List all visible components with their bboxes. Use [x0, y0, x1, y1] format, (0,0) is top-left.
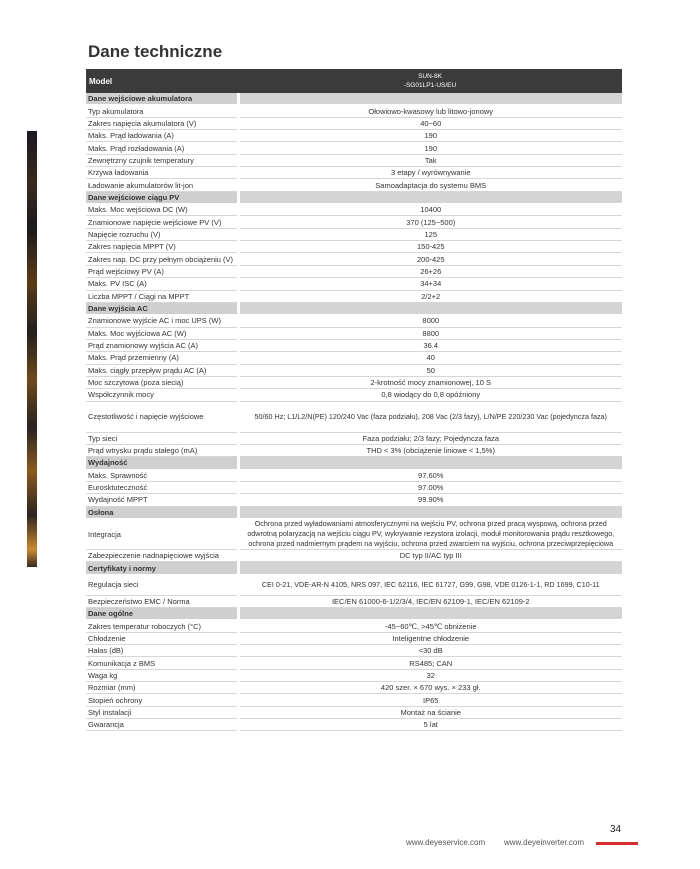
page-number-accent-bar	[596, 842, 638, 845]
table-row	[86, 657, 622, 669]
section-spacer	[238, 191, 622, 203]
section-header-row	[86, 562, 622, 574]
spec-value: 0,8 wiodący do 0,8 opóźniony	[238, 389, 622, 401]
spec-label: Prąd wejściowy PV (A)	[86, 265, 238, 277]
table-row	[86, 315, 622, 327]
section-header-row	[86, 302, 622, 314]
section-header-row	[86, 608, 622, 620]
spec-label: Maks. Sprawność	[86, 469, 238, 481]
table-row	[86, 401, 622, 432]
table-row	[86, 574, 622, 595]
spec-value: 5 lat	[238, 719, 622, 731]
spec-value: 97.00%	[238, 481, 622, 493]
spec-value: 50	[238, 364, 622, 376]
spec-value: THD < 3% (obciążenie liniowe < 1,5%)	[238, 444, 622, 456]
table-row	[86, 278, 622, 290]
spec-label: Znamionowe napięcie wejściowe PV (V)	[86, 216, 238, 228]
table-row	[86, 550, 622, 562]
spec-label: Maks. ciągły przepływ prądu AC (A)	[86, 364, 238, 376]
spec-value: 370 (125~500)	[238, 216, 622, 228]
spec-value: 420 szer. × 670 wys. × 233 gł.	[238, 682, 622, 694]
spec-value: 2/2+2	[238, 290, 622, 302]
spec-table	[86, 69, 622, 731]
spec-value: IEC/EN 61000-6-1/2/3/4, IEC/EN 62109-1, IEC/EN 62109-2	[238, 595, 622, 607]
spec-label: Bezpieczeństwo EMC / Norma	[86, 595, 238, 607]
spec-label: Gwarancja	[86, 719, 238, 731]
table-row	[86, 327, 622, 339]
spec-value: 40~60	[238, 117, 622, 129]
spec-label: Chłodzenie	[86, 632, 238, 644]
table-row	[86, 142, 622, 154]
spec-value: CEI 0-21, VDE-AR-N 4105, NRS 097, IEC 62116, IEC 61727, G99, G98, VDE 0126-1-1, RD 1699, C10-11	[238, 574, 622, 595]
section-spacer	[238, 506, 622, 518]
section-header-row	[86, 93, 622, 105]
side-decorative-photo	[27, 131, 37, 567]
model-name-line-1: SUN-8K	[418, 73, 442, 80]
table-row	[86, 130, 622, 142]
spec-label: Hałas (dB)	[86, 645, 238, 657]
table-row	[86, 645, 622, 657]
table-row	[86, 290, 622, 302]
section-spacer	[238, 457, 622, 469]
section-title: Dane wejściowe ciągu PV	[86, 191, 238, 203]
spec-value: 36.4	[238, 339, 622, 351]
table-row	[86, 241, 622, 253]
table-row	[86, 253, 622, 265]
spec-value: 200-425	[238, 253, 622, 265]
table-row	[86, 632, 622, 644]
spec-label: Zewnętrzny czujnik temperatury	[86, 154, 238, 166]
section-title: Dane wyjścia AC	[86, 302, 238, 314]
spec-label: Zakres napięcia akumulatora (V)	[86, 117, 238, 129]
spec-label: Zakres napięcia MPPT (V)	[86, 241, 238, 253]
spec-label: Waga kg	[86, 669, 238, 681]
spec-label: Częstotliwość i napięcie wyjściowe	[86, 401, 238, 432]
spec-value: 2-krotność mocy znamionowej, 10 S	[238, 376, 622, 388]
table-row	[86, 494, 622, 506]
spec-value: 97.60%	[238, 469, 622, 481]
section-title: Osłona	[86, 506, 238, 518]
table-row	[86, 117, 622, 129]
spec-value: <30 dB	[238, 645, 622, 657]
spec-value: 32	[238, 669, 622, 681]
table-row	[86, 228, 622, 240]
spec-label: Ładowanie akumulatorów lit-jon	[86, 179, 238, 191]
table-row	[86, 204, 622, 216]
spec-value: DC typ II/AC typ III	[238, 550, 622, 562]
spec-label: Wydajność MPPT	[86, 494, 238, 506]
spec-label: Rozmiar (mm)	[86, 682, 238, 694]
table-row	[86, 719, 622, 731]
spec-value: Inteligentne chłodzenie	[238, 632, 622, 644]
spec-value: 99.90%	[238, 494, 622, 506]
spec-value: 3 etapy / wyrównywanie	[238, 167, 622, 179]
table-row	[86, 339, 622, 351]
spec-value: 150-425	[238, 241, 622, 253]
spec-value: Faza podziału; 2/3 fazy; Pojedyncza faza	[238, 432, 622, 444]
spec-label: Zabezpieczenie nadnapięciowe wyjścia	[86, 550, 238, 562]
table-row	[86, 481, 622, 493]
model-name-line-2: -SG01LP1-US/EU	[403, 82, 457, 89]
section-spacer	[238, 608, 622, 620]
spec-label: Stopień ochrony	[86, 694, 238, 706]
table-row	[86, 669, 622, 681]
spec-value: 40	[238, 352, 622, 364]
table-row	[86, 376, 622, 388]
table-header-row	[86, 69, 622, 93]
spec-label: Komunikacja z BMS	[86, 657, 238, 669]
spec-value: RS485; CAN	[238, 657, 622, 669]
spec-label: Krzywa ładowania	[86, 167, 238, 179]
footer-link-inverter[interactable]: www.deyeinverter.com	[504, 838, 585, 847]
model-header-label: Model	[86, 69, 238, 93]
spec-label: Typ sieci	[86, 432, 238, 444]
table-row	[86, 364, 622, 376]
spec-label: Maks. Moc wejściowa DC (W)	[86, 204, 238, 216]
spec-value: Ołowiowo-kwasowy lub litowo-jonowy	[238, 105, 622, 117]
spec-value: Tak	[238, 154, 622, 166]
spec-label: Styl instalacji	[86, 706, 238, 718]
table-row	[86, 352, 622, 364]
table-row	[86, 706, 622, 718]
spec-label: Zakres nap. DC przy pełnym obciążeniu (V)	[86, 253, 238, 265]
spec-label: Maks. Prąd rozładowania (A)	[86, 142, 238, 154]
table-row	[86, 216, 622, 228]
spec-label: Liczba MPPT / Ciągi na MPPT	[86, 290, 238, 302]
table-row	[86, 265, 622, 277]
table-row	[86, 167, 622, 179]
section-header-row	[86, 506, 622, 518]
section-spacer	[238, 93, 622, 105]
spec-value: 190	[238, 130, 622, 142]
section-title: Dane ogólne	[86, 608, 238, 620]
page-title: Dane techniczne	[88, 42, 223, 61]
table-row	[86, 620, 622, 632]
spec-label: Maks. Prąd przemienny (A)	[86, 352, 238, 364]
spec-label: Znamionowe wyjście AC i moc UPS (W)	[86, 315, 238, 327]
spec-value: Samoadaptacja do systemu BMS	[238, 179, 622, 191]
table-row	[86, 694, 622, 706]
spec-label: Regulacja sieci	[86, 574, 238, 595]
spec-label: Eurosktuteczność	[86, 481, 238, 493]
spec-label: Typ akumulatora	[86, 105, 238, 117]
spec-value: 8000	[238, 315, 622, 327]
section-title: Dane wejściowe akumulatora	[86, 93, 238, 105]
table-row	[86, 105, 622, 117]
section-title: Wydajność	[86, 457, 238, 469]
spec-value: IP65	[238, 694, 622, 706]
section-header-row	[86, 457, 622, 469]
table-row	[86, 432, 622, 444]
spec-value: 50/60 Hz; L1/L2/N(PE) 120/240 Vac (faza podziału), 208 Vac (2/3 fazy), L/N/PE 220/230 Vac (pojedyncza faza)	[238, 401, 622, 432]
table-row	[86, 595, 622, 607]
spec-label: Moc szczytowa (poza siecią)	[86, 376, 238, 388]
section-spacer	[238, 302, 622, 314]
table-row	[86, 444, 622, 456]
spec-label: Integracja	[86, 519, 238, 550]
page-number: 34	[610, 824, 622, 835]
footer-link-service[interactable]: www.deyeservice.com	[406, 838, 486, 847]
spec-value: -45~60℃, >45℃ obniżenie	[238, 620, 622, 632]
spec-value: Montaż na ścianie	[238, 706, 622, 718]
section-header-row	[86, 191, 622, 203]
table-row	[86, 469, 622, 481]
section-spacer	[238, 562, 622, 574]
table-row	[86, 682, 622, 694]
spec-label: Maks. Moc wyjściowa AC (W)	[86, 327, 238, 339]
spec-value: Ochrona przed wyładowaniami atmosferycznymi na wejściu PV, ochrona przed pracą wyspową, ochrona przed odwrotną polaryzacją na wejściu ciągu PV, wykrywanie rezystora izolacji, moduł monitorowania prądu resztkowego, ochrona przed nadmiernym prądem na wyjściu, ochrona przed zwarciem na wyjściu, ochrona przeciwprzepięciowa	[238, 519, 622, 550]
spec-label: Prąd znamionowy wyjścia AC (A)	[86, 339, 238, 351]
spec-value: 26+26	[238, 265, 622, 277]
spec-table-body	[86, 93, 622, 731]
spec-label: Napięcie rozruchu (V)	[86, 228, 238, 240]
spec-label: Maks. PV ISC (A)	[86, 278, 238, 290]
table-row	[86, 389, 622, 401]
spec-value: 34+34	[238, 278, 622, 290]
spec-label: Współczynnik mocy	[86, 389, 238, 401]
spec-value: 8800	[238, 327, 622, 339]
model-header-value	[238, 69, 622, 93]
spec-value: 10400	[238, 204, 622, 216]
spec-label: Zakres temperatur roboczych (°C)	[86, 620, 238, 632]
section-title: Certyfikaty i normy	[86, 562, 238, 574]
table-row	[86, 519, 622, 550]
spec-value: 190	[238, 142, 622, 154]
spec-value: 125	[238, 228, 622, 240]
spec-label: Prąd wtrysku prądu stałego (mA)	[86, 444, 238, 456]
table-row	[86, 154, 622, 166]
table-row	[86, 179, 622, 191]
spec-label: Maks. Prąd ładowania (A)	[86, 130, 238, 142]
